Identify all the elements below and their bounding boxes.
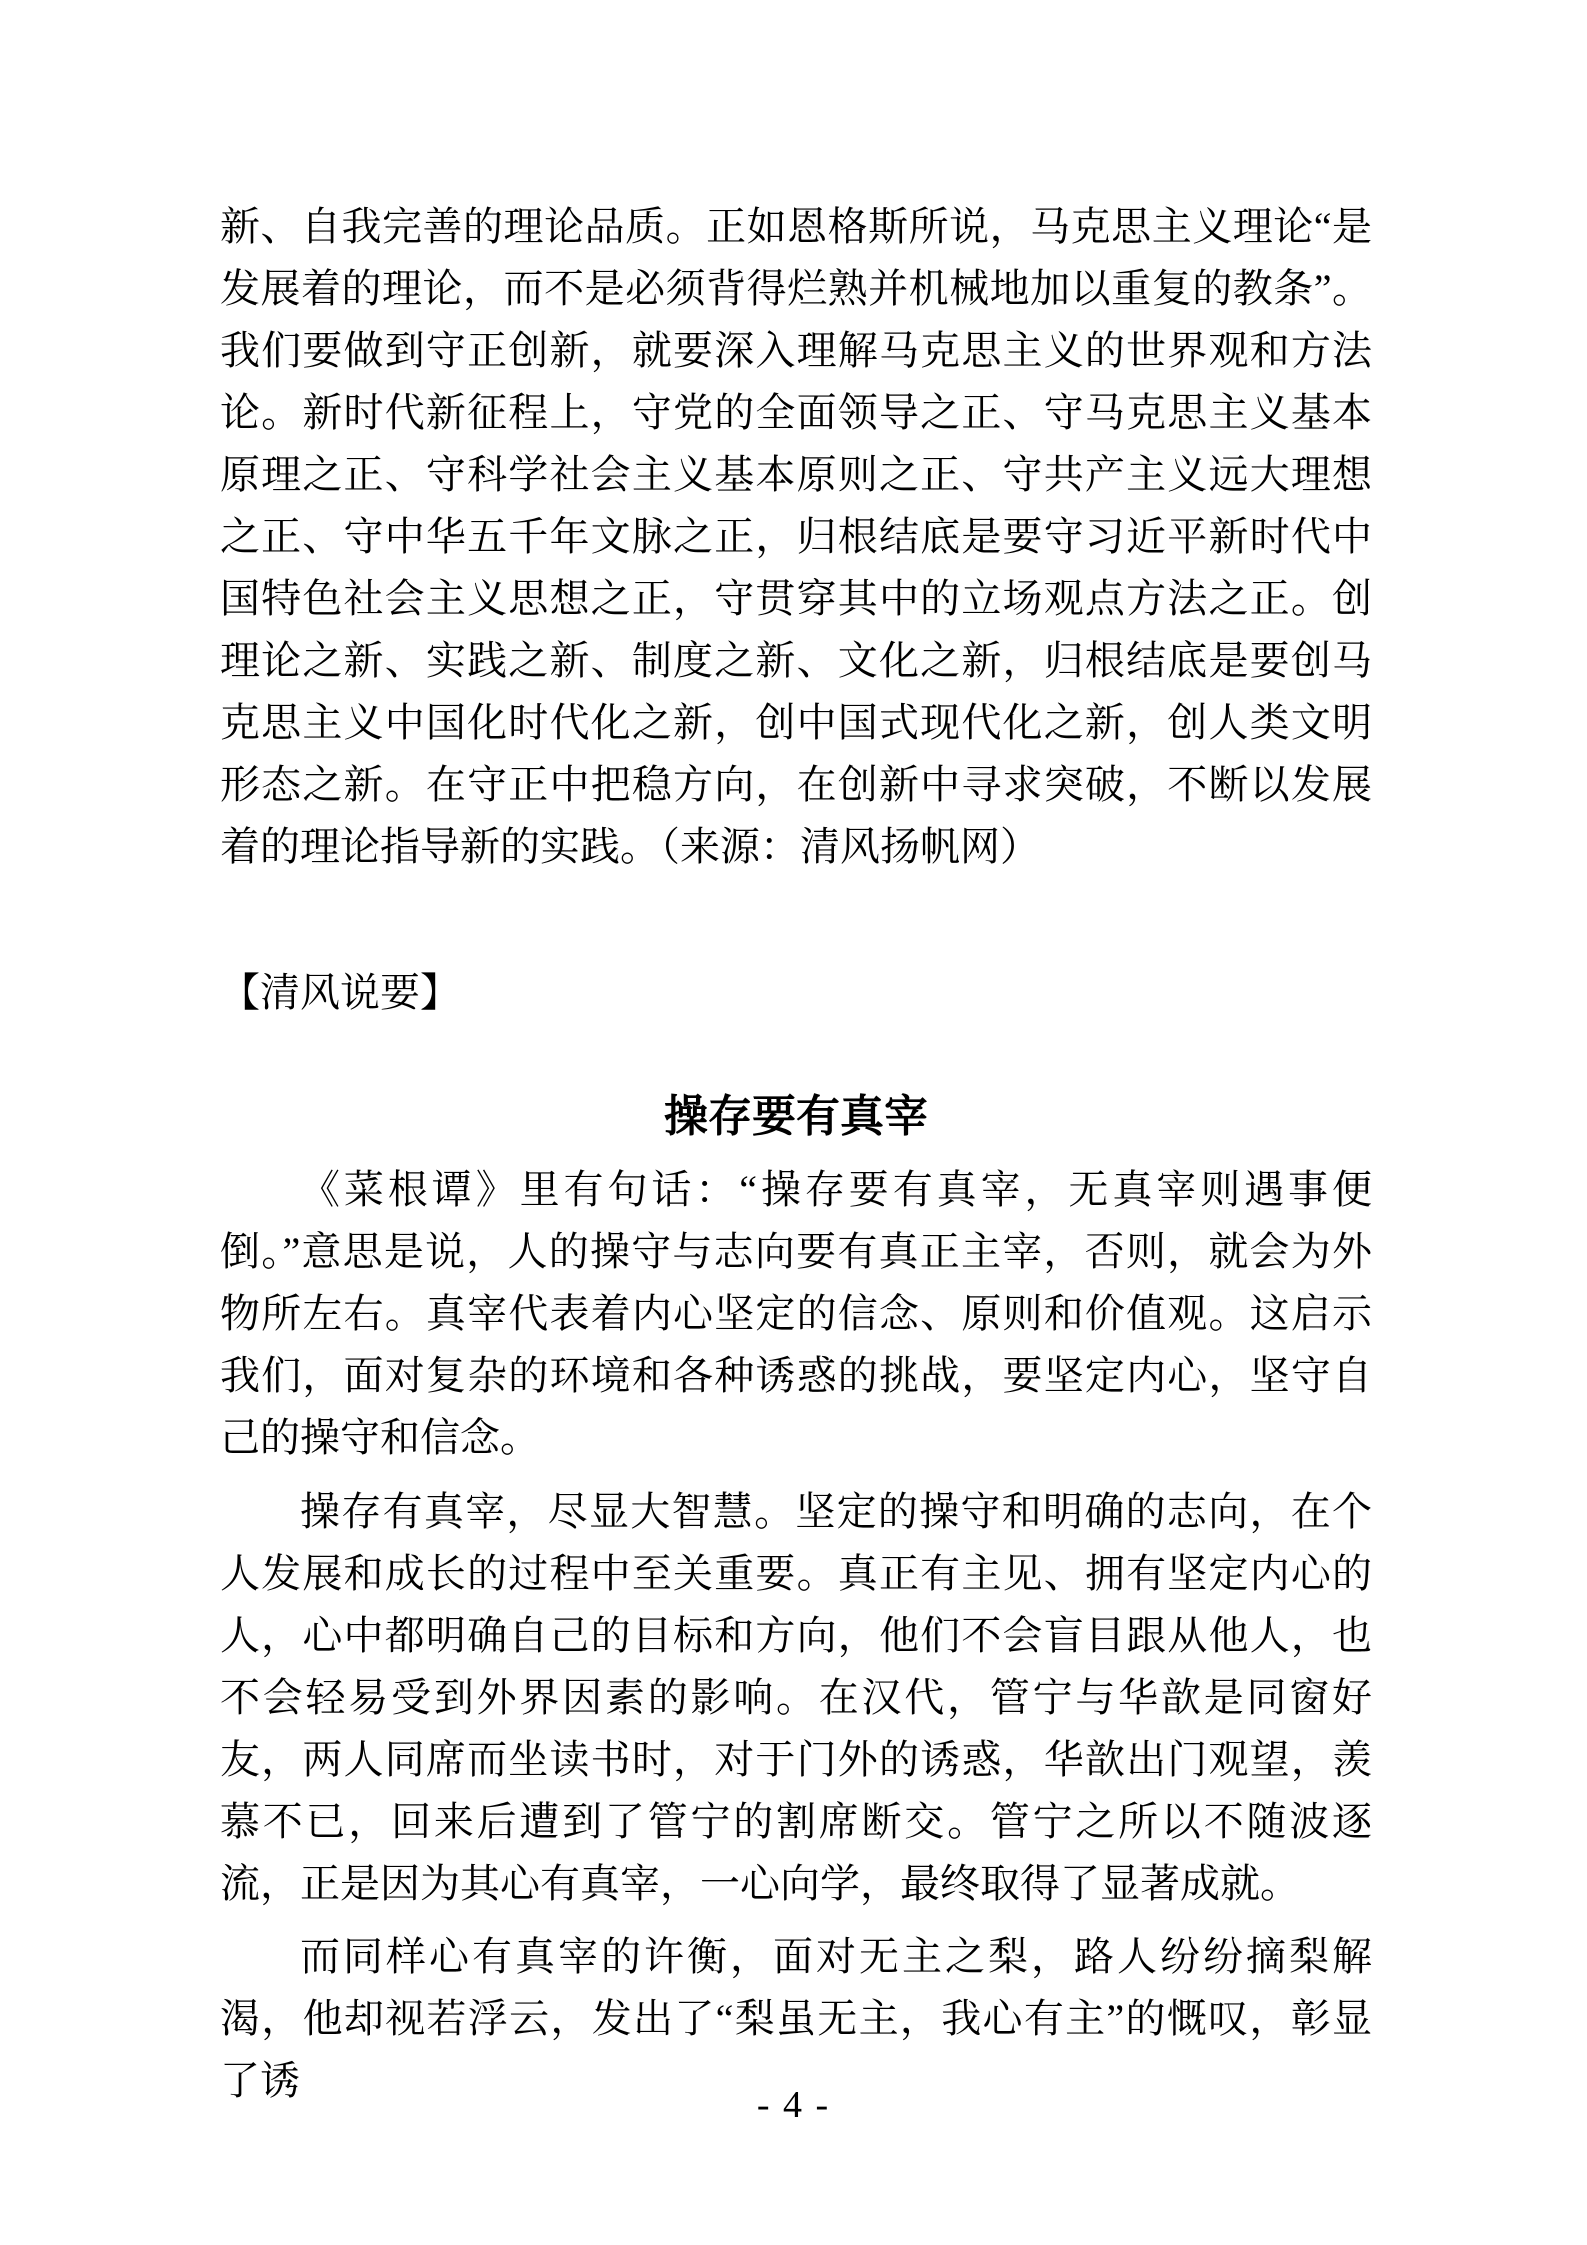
body-paragraph-2: 《菜根谭》里有句话：“操存要有真宰，无真宰则遇事便倒。”意思是说，人的操守与志向要有真正主宰，否则，就会为外物所左右。真宰代表着内心坚定的信念、原则和价值观。这启示我们，面对复杂的环境和各种诱惑的挑战，要坚定内心，坚守自己的操守和信念。 (220, 1167, 1372, 1460)
body-paragraph-1: 新、自我完善的理论品质。正如恩格斯所说，马克思主义理论“是发展着的理论，而不是必须背得烂熟并机械地加以重复的教条”。我们要做到守正创新，就要深入理解马克思主义的世界观和方法论。新时代新征程上，守党的全面领导之正、守马克思主义基本原理之正、守科学社会主义基本原则之正、守共产主义远大理想之正、守中华五千年文脉之正，归根结底是要守习近平新时代中国特色社会主义思想之正，守贯穿其中的立场观点方法之正。创理论之新、实践之新、制度之新、文化之新，归根结底是要创马克思主义中国化时代化之新，创中国式现代化之新，创人类文明形态之新。在守正中把稳方向，在创新中寻求突破，不断以发展着的理论指导新的实践。（来源：清风扬帆网） (220, 204, 1372, 869)
body-paragraph-4: 而同样心有真宰的许衡，面对无主之梨，路人纷纷摘梨解渴，他却视若浮云，发出了“梨虽无主，我心有主”的慨叹，彰显了诱 (220, 1934, 1372, 2103)
article-title: 操存要有真宰 (664, 1092, 928, 1141)
page-number: - 4 - (756, 2084, 831, 2126)
body-paragraph-3: 操存有真宰，尽显大智慧。坚定的操守和明确的志向，在个人发展和成长的过程中至关重要。真正有主见、拥有坚定内心的人，心中都明确自己的目标和方向，他们不会盲目跟从他人，也不会轻易受到外界因素的影响。在汉代，管宁与华歆是同窗好友，两人同席而坐读书时，对于门外的诱惑，华歆出门观望，羡慕不已，回来后遭到了管宁的割席断交。管宁之所以不随波逐流，正是因为其心有真宰，一心向学，最终取得了显著成就。 (220, 1489, 1372, 1906)
section-heading: 【清风说要】 (220, 970, 460, 1015)
text-column (220, 196, 1372, 2112)
